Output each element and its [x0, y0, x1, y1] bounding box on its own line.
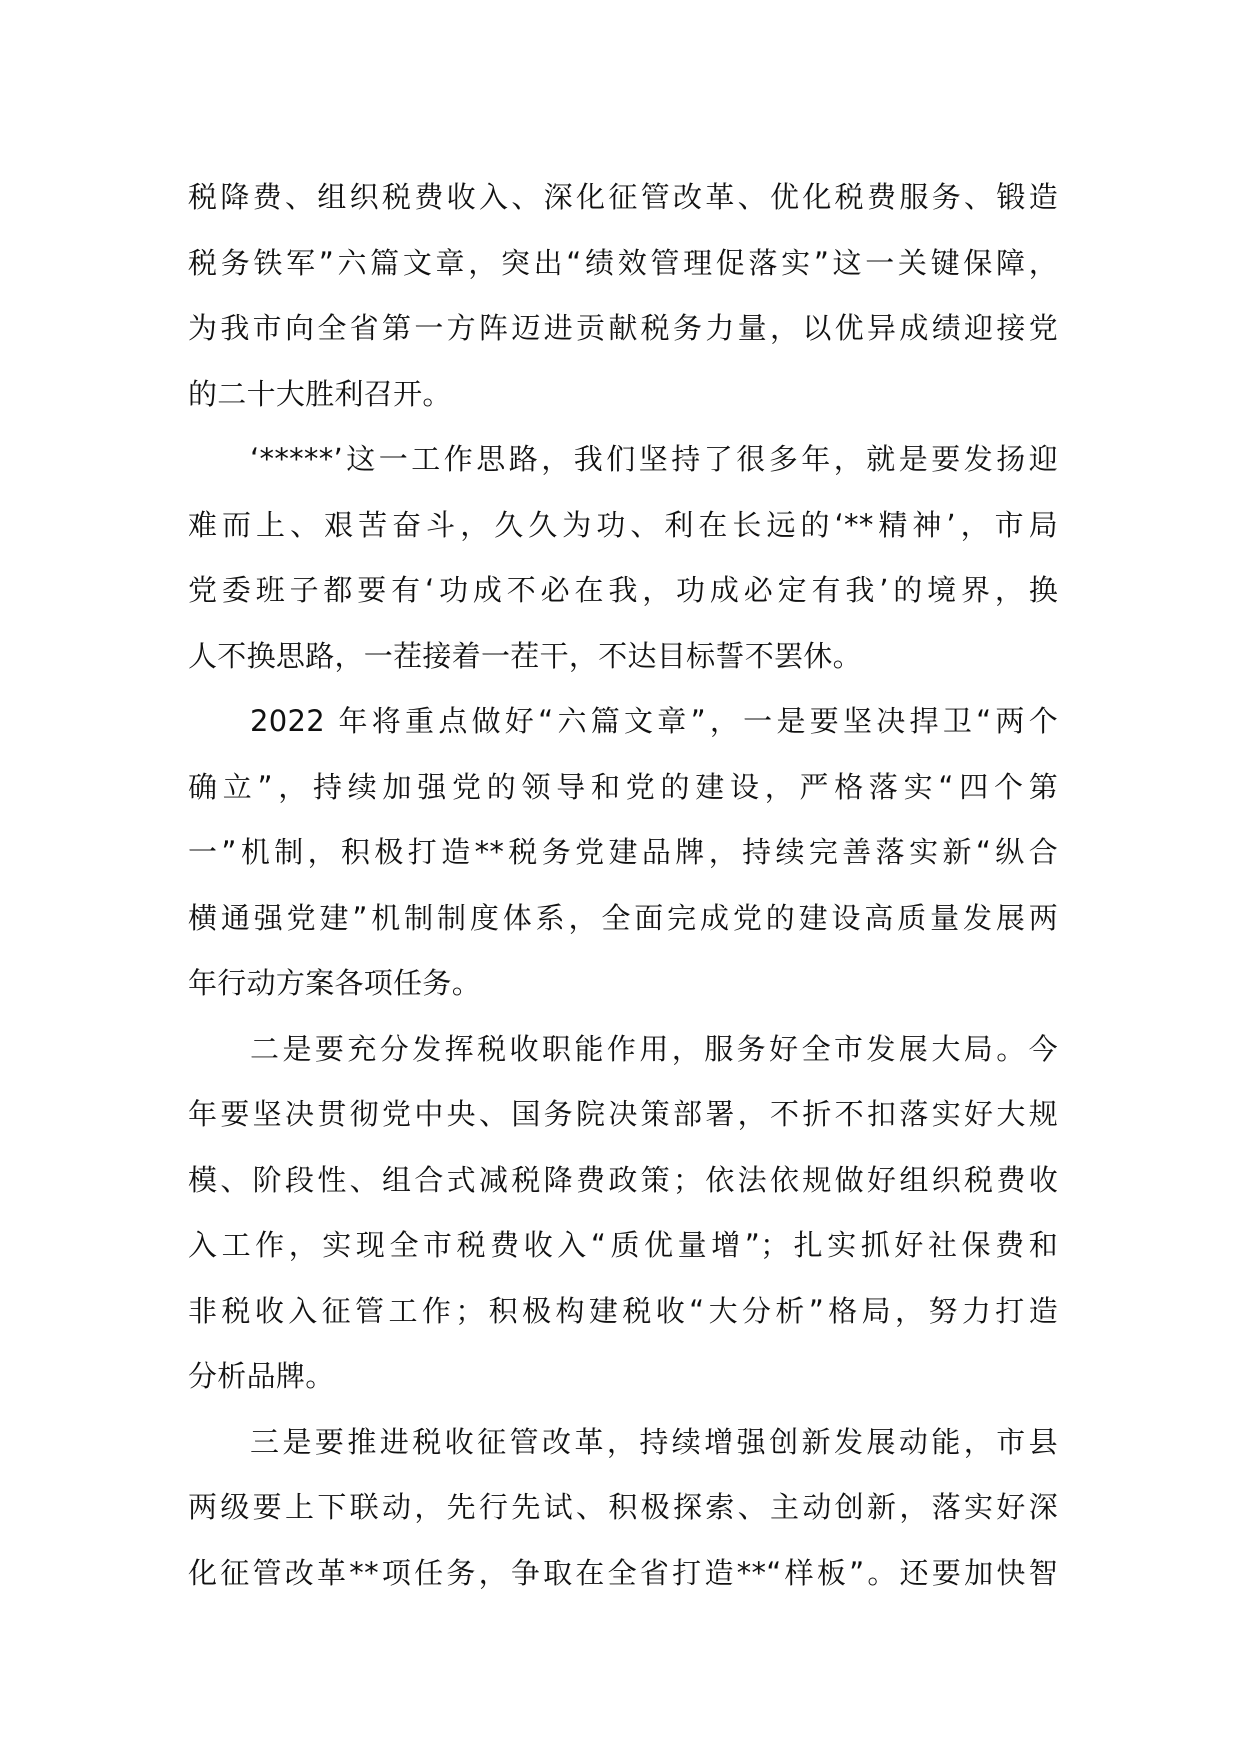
text-line: 一”机制，积极打造**税务党建品牌，持续完善落实新“纵合	[188, 835, 1058, 869]
text-line: ‘*****’这一工作思路，我们坚持了很多年，就是要发扬迎	[250, 442, 1058, 476]
text-line: 二是要充分发挥税收职能作用，服务好全市发展大局。今	[250, 1031, 1058, 1066]
text-line: 年要坚决贯彻党中央、国务院决策部署，不折不扣落实好大规	[188, 1097, 1058, 1131]
text-line: 税降费、组织税费收入、深化征管改革、优化税费服务、锻造	[188, 180, 1058, 214]
text-line: 人不换思路，一茬接着一茬干，不达目标誓不罢休。	[188, 638, 862, 673]
text-line: 年行动方案各项任务。	[188, 966, 482, 1000]
paragraph-2	[188, 427, 1058, 689]
text-line: 确立”，持续加强党的领导和党的建设，严格落实“四个第	[188, 769, 1058, 804]
text-line: 入工作，实现全市税费收入“质优量增”；扎实抓好社保费和	[188, 1228, 1058, 1262]
text-line: 两级要上下联动，先行先试、积极探索、主动创新，落实好深	[188, 1490, 1058, 1524]
text-line: 税务铁军”六篇文章，突出“绩效管理促落实”这一关键保障，	[188, 245, 1058, 280]
text-line: 横通强党建”机制制度体系，全面完成党的建设高质量发展两	[188, 900, 1058, 935]
text-line: 三是要推进税收征管改革，持续增强创新发展动能，市县	[250, 1424, 1058, 1459]
text-line: 难而上、艰苦奋斗，久久为功、利在长远的‘**精神’，市局	[188, 507, 1058, 542]
text-line: 化征管改革**项任务，争取在全省打造**“样板”。还要加快智	[188, 1555, 1058, 1590]
text-line: 的二十大胜利召开。	[188, 376, 452, 411]
paragraph-5	[188, 1410, 1058, 1607]
text-line: 非税收入征管工作；积极构建税收“大分析”格局，努力打造	[188, 1293, 1058, 1328]
paragraph-1	[188, 165, 1058, 427]
text-line: 党委班子都要有‘功成不必在我，功成必定有我’的境界，换	[188, 573, 1058, 607]
text-line: 模、阶段性、组合式减税降费政策；依法依规做好组织税费收	[188, 1162, 1058, 1197]
paragraph-4	[188, 1017, 1058, 1410]
text-line: 分析品牌。	[188, 1359, 335, 1393]
document-body	[188, 165, 1058, 1606]
paragraph-3	[188, 689, 1058, 1017]
text-line: 2022 年将重点做好“六篇文章”，一是要坚决捍卫“两个	[250, 704, 1058, 738]
text-line: 为我市向全省第一方阵迈进贡献税务力量，以优异成绩迎接党	[188, 311, 1058, 345]
